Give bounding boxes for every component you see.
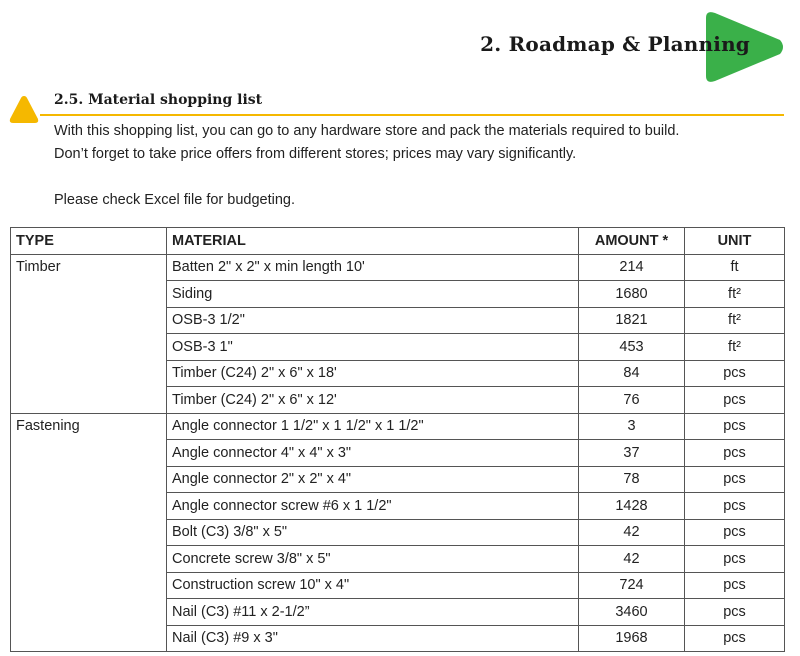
amount-cell: 84 bbox=[579, 360, 685, 387]
amount-cell: 3 bbox=[579, 413, 685, 440]
amount-cell: 37 bbox=[579, 440, 685, 467]
warning-icon bbox=[9, 94, 39, 124]
budget-note: Please check Excel file for budgeting. bbox=[54, 192, 295, 208]
unit-cell: pcs bbox=[685, 625, 785, 652]
unit-cell: pcs bbox=[685, 440, 785, 467]
table-header-row bbox=[11, 228, 785, 255]
table-row bbox=[11, 254, 785, 281]
material-cell: Construction screw 10" x 4" bbox=[167, 572, 579, 599]
unit-cell: ft² bbox=[685, 281, 785, 308]
unit-cell: pcs bbox=[685, 466, 785, 493]
amount-cell: 42 bbox=[579, 546, 685, 573]
section-divider bbox=[40, 114, 784, 116]
section-title: 2.5. Material shopping list bbox=[54, 92, 263, 108]
unit-cell: pcs bbox=[685, 519, 785, 546]
unit-cell: ft bbox=[685, 254, 785, 281]
table-body bbox=[11, 254, 785, 652]
amount-cell: 1428 bbox=[579, 493, 685, 520]
unit-cell: pcs bbox=[685, 572, 785, 599]
material-cell: Timber (C24) 2" x 6" x 18' bbox=[167, 360, 579, 387]
column-header-type: TYPE bbox=[11, 228, 167, 255]
amount-cell: 3460 bbox=[579, 599, 685, 626]
material-cell: Timber (C24) 2" x 6" x 12' bbox=[167, 387, 579, 414]
amount-cell: 453 bbox=[579, 334, 685, 361]
table-row bbox=[11, 413, 785, 440]
material-cell: Angle connector screw #6 x 1 1/2" bbox=[167, 493, 579, 520]
amount-cell: 42 bbox=[579, 519, 685, 546]
column-header-material: MATERIAL bbox=[167, 228, 579, 255]
material-cell: Siding bbox=[167, 281, 579, 308]
material-cell: Bolt (C3) 3/8" x 5" bbox=[167, 519, 579, 546]
material-cell: Angle connector 1 1/2" x 1 1/2" x 1 1/2" bbox=[167, 413, 579, 440]
type-cell: Fastening bbox=[11, 413, 167, 652]
unit-cell: pcs bbox=[685, 413, 785, 440]
type-cell: Timber bbox=[11, 254, 167, 413]
intro-text-line-1: With this shopping list, you can go to any hardware store and pack the materials required to build. bbox=[54, 123, 680, 139]
amount-cell: 78 bbox=[579, 466, 685, 493]
unit-cell: pcs bbox=[685, 387, 785, 414]
page-title: 2. Roadmap & Planning bbox=[480, 32, 750, 56]
material-cell: Angle connector 2" x 2" x 4" bbox=[167, 466, 579, 493]
amount-cell: 1968 bbox=[579, 625, 685, 652]
intro-text-line-2: Don’t forget to take price offers from different stores; prices may vary significantly. bbox=[54, 146, 577, 162]
material-cell: Concrete screw 3/8" x 5" bbox=[167, 546, 579, 573]
unit-cell: pcs bbox=[685, 493, 785, 520]
column-header-amount: AMOUNT * bbox=[579, 228, 685, 255]
amount-cell: 76 bbox=[579, 387, 685, 414]
material-cell: OSB-3 1" bbox=[167, 334, 579, 361]
amount-cell: 1680 bbox=[579, 281, 685, 308]
amount-cell: 724 bbox=[579, 572, 685, 599]
material-cell: OSB-3 1/2" bbox=[167, 307, 579, 334]
material-cell: Nail (C3) #11 x 2-1/2” bbox=[167, 599, 579, 626]
column-header-unit: UNIT bbox=[685, 228, 785, 255]
unit-cell: pcs bbox=[685, 360, 785, 387]
material-cell: Angle connector 4" x 4" x 3" bbox=[167, 440, 579, 467]
unit-cell: ft² bbox=[685, 307, 785, 334]
material-table bbox=[10, 227, 785, 652]
unit-cell: pcs bbox=[685, 599, 785, 626]
material-cell: Nail (C3) #9 x 3" bbox=[167, 625, 579, 652]
amount-cell: 1821 bbox=[579, 307, 685, 334]
material-cell: Batten 2" x 2" x min length 10' bbox=[167, 254, 579, 281]
amount-cell: 214 bbox=[579, 254, 685, 281]
unit-cell: ft² bbox=[685, 334, 785, 361]
unit-cell: pcs bbox=[685, 546, 785, 573]
